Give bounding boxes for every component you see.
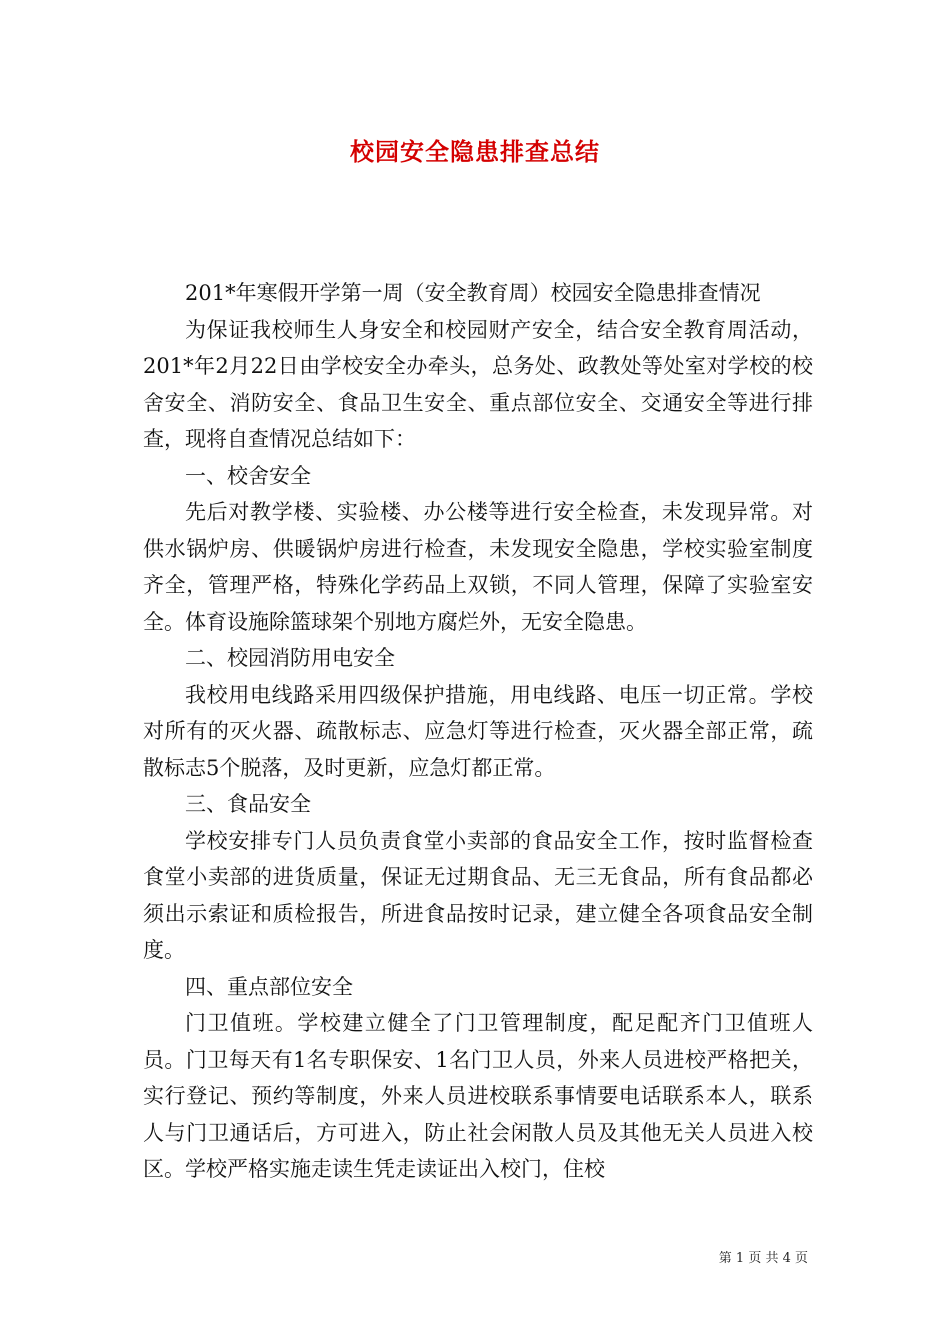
section-paragraph-1: 先后对教学楼、实验楼、办公楼等进行安全检查，未发现异常。对供水锅炉房、供暖锅炉房进行检查，未发现安全隐患，学校实验室制度齐全，管理严格，特殊化学药品上双锁，不同人管理，保障了实验室安全。体育设施除篮球架个别地方腐烂外，无安全隐患。 xyxy=(143,500,813,634)
section-heading-3: 三、食品安全 xyxy=(185,792,311,816)
page-title: 校园安全隐患排查总结 xyxy=(350,137,600,166)
section-heading-1: 一、校舍安全 xyxy=(185,463,311,488)
section-paragraph-4: 门卫值班。学校建立健全了门卫管理制度，配足配齐门卫值班人员。门卫每天有1名专职保安、1名门卫人员，外来人员进校严格把关，实行登记、预约等制度，外来人员进校联系事情要电话联系本人，联系人与门卫通话后，方可进入，防止社会闲散人员及其他无关人员进入校区。学校严格实施走读生凭走读证出入校门，住校 xyxy=(143,1011,813,1181)
document-body xyxy=(143,275,813,1188)
section-heading-4: 四、重点部位安全 xyxy=(185,974,353,999)
intro-paragraph: 为保证我校师生人身安全和校园财产安全，结合安全教育周活动，201*年2月22日由学校安全办牵头，总务处、政教处等处室对学校的校舍安全、消防安全、食品卫生安全、重点部位安全、交通安全等进行排查，现将自查情况总结如下： xyxy=(143,317,813,451)
section-heading-2: 二、校园消防用电安全 xyxy=(185,646,395,670)
section-paragraph-3: 学校安排专门人员负责食堂小卖部的食品安全工作，按时监督检查食堂小卖部的进货质量，保证无过期食品、无三无食品，所有食品都必须出示索证和质检报告，所进食品按时记录，建立健全各项食品安全制度。 xyxy=(143,828,813,962)
section-paragraph-2: 我校用电线路采用四级保护措施，用电线路、电压一切正常。学校对所有的灭火器、疏散标志、应急灯等进行检查，灭火器全部正常，疏散标志5个脱落，及时更新，应急灯都正常。 xyxy=(143,682,813,780)
page-number: 第 1 页 共 4 页 xyxy=(718,1251,808,1266)
intro-heading: 201*年寒假开学第一周（安全教育周）校园安全隐患排查情况 xyxy=(185,281,761,305)
